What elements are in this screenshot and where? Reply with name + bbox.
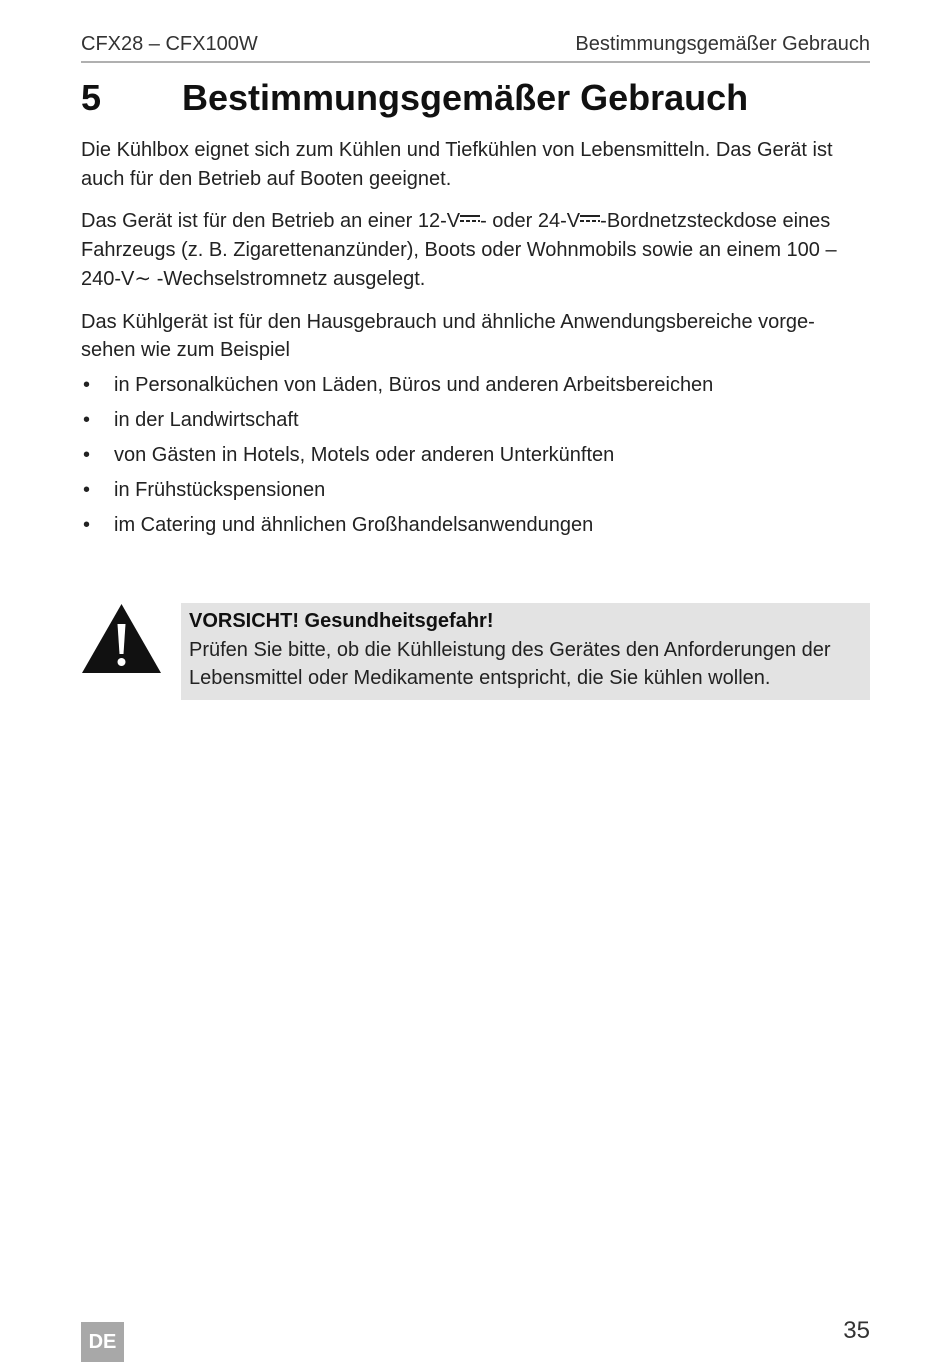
chapter-title: Bestimmungsgemäßer Gebrauch bbox=[182, 77, 749, 118]
warning-title: VORSICHT! Gesundheitsgefahr! bbox=[189, 610, 494, 632]
chapter-heading bbox=[81, 74, 870, 122]
header-product-name: CFX28 – CFX100W bbox=[81, 33, 258, 55]
list-item: • in Frühstückspensionen bbox=[81, 476, 870, 505]
header-divider bbox=[81, 61, 870, 63]
list-item: • in der Landwirtschaft bbox=[81, 406, 870, 435]
paragraph-intro: Die Kühlbox eignet sich zum Kühlen und Tiefkühlen von Lebensmitteln. Das Gerät ist auch für den Betrieb auf Booten geeignet. bbox=[81, 139, 833, 190]
list-item: • im Catering und ähnlichen Großhandelsanwendungen bbox=[81, 511, 870, 540]
chapter-number: 5 bbox=[81, 77, 102, 118]
power-text-part-4: -Wechselstromnetz ausgelegt. bbox=[151, 268, 426, 290]
power-text-part-3: -Bordnetzsteckdose eines Fahrzeugs (z. B. Zigarettenanzünder), Boots oder Wohnmobils sowie an einem 100 – 240-V bbox=[81, 210, 837, 290]
body-content bbox=[81, 136, 870, 546]
dc-symbol-icon bbox=[580, 215, 600, 224]
list-item: • in Personalküchen von Läden, Büros und anderen Arbeitsbereichen bbox=[81, 371, 870, 400]
language-badge: DE bbox=[81, 1322, 124, 1362]
dc-symbol-icon bbox=[460, 215, 480, 224]
warning-callout bbox=[181, 603, 870, 700]
power-text-part-1: Das Gerät ist für den Betrieb an einer 12-V bbox=[81, 210, 461, 232]
paragraph-usage: Das Kühlgerät ist für den Hausgebrauch und ähnliche Anwendungsbereiche vorge- sehen wie zum Beispiel bbox=[81, 310, 815, 361]
page-header bbox=[81, 30, 870, 58]
list-item: • von Gästen in Hotels, Motels oder anderen Unterkünften bbox=[81, 441, 870, 470]
warning-triangle-icon bbox=[81, 602, 162, 674]
warning-text: Prüfen Sie bitte, ob die Kühlleistung des Gerätes den Anforderungen der Lebensmittel oder Medikamente entspricht, die Sie kühlen wollen. bbox=[189, 638, 831, 689]
paragraph-power-supply bbox=[81, 207, 870, 294]
page-number: 35 bbox=[843, 1317, 870, 1344]
header-section-name: Bestimmungsgemäßer Gebrauch bbox=[575, 33, 870, 55]
ac-symbol-icon: ∼ bbox=[134, 266, 152, 290]
usage-list bbox=[81, 371, 870, 540]
power-text-part-2: - oder 24-V bbox=[480, 210, 581, 232]
